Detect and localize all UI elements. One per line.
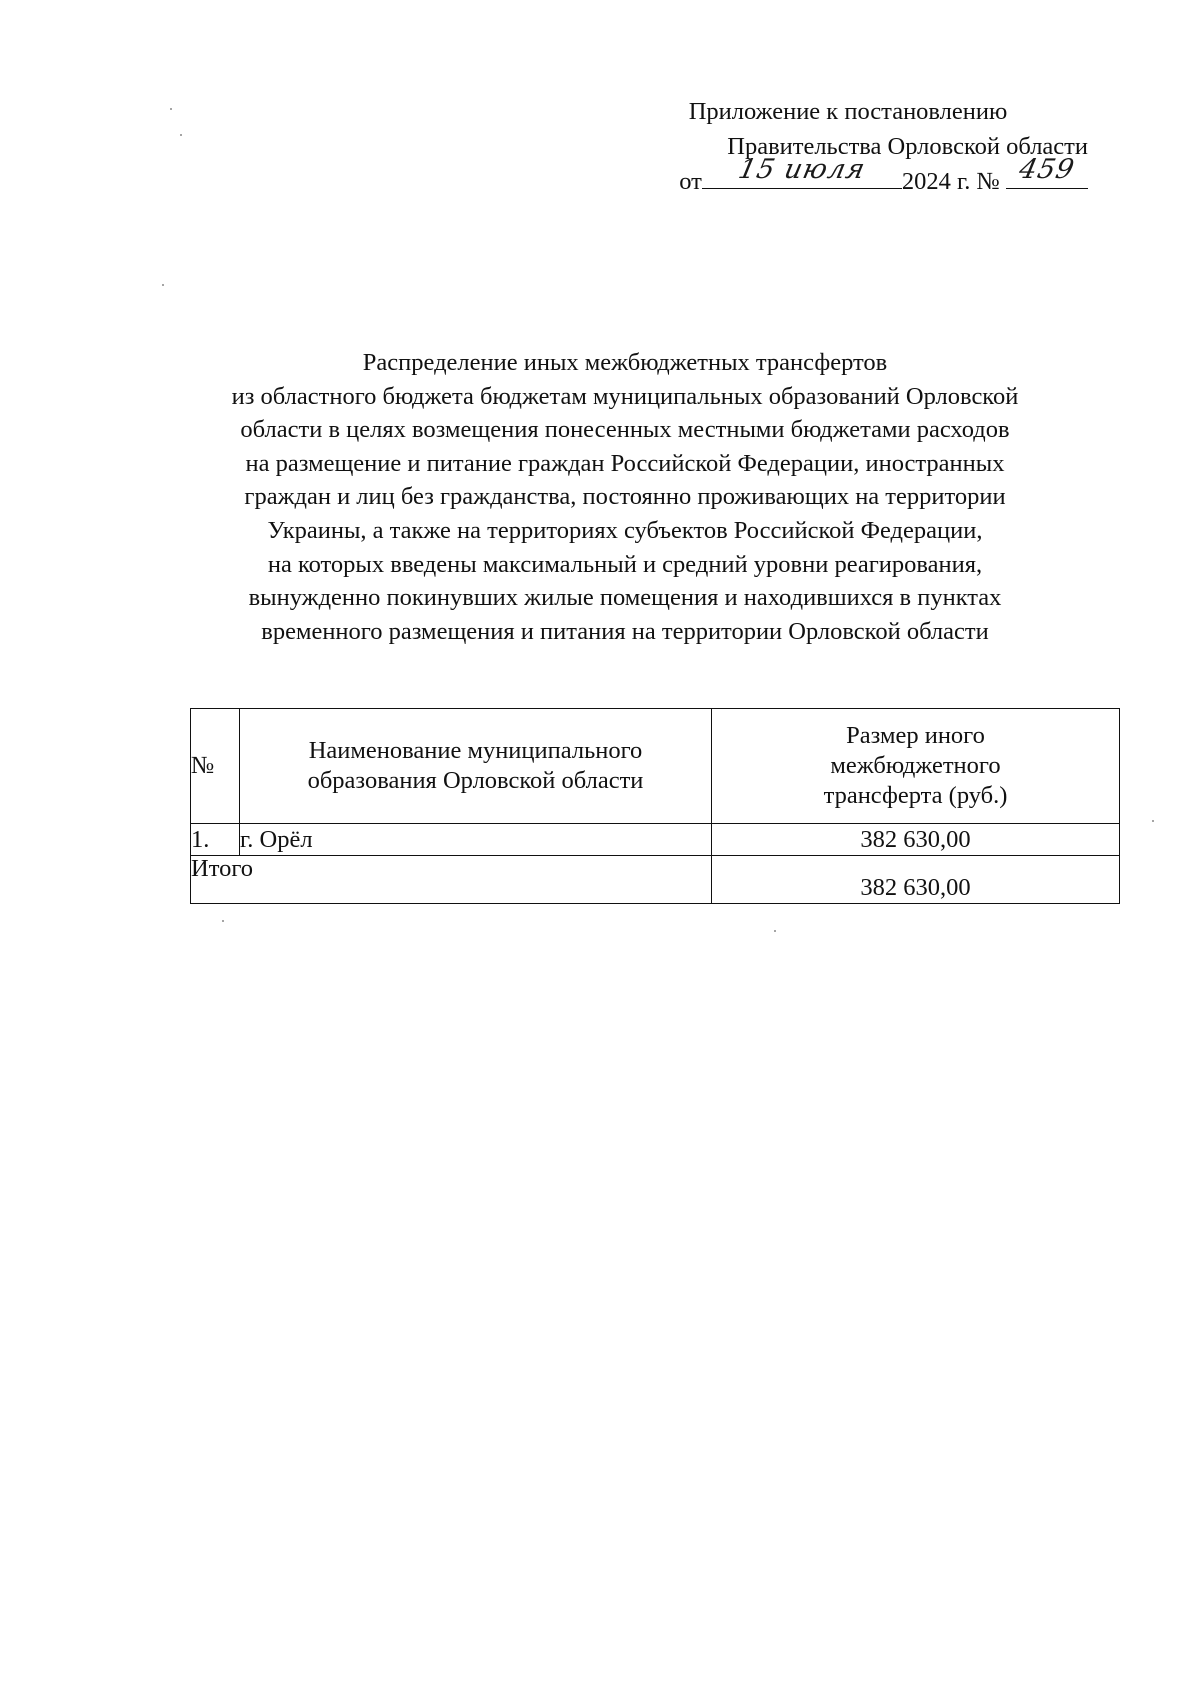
row-number: 1. — [191, 824, 240, 856]
date-prefix: от — [679, 168, 702, 195]
year-and-number-label: 2024 г. № — [901, 168, 1000, 195]
header-amount — [712, 709, 1120, 824]
scan-speck — [170, 108, 172, 110]
header-amount-line-1: Размер иного — [846, 722, 985, 749]
title-line: граждан и лиц без гражданства, постоянно проживающих на территории — [244, 483, 1006, 511]
appendix-date-line — [568, 154, 1088, 199]
table-header-row — [191, 709, 1120, 824]
number-blank — [1006, 154, 1088, 189]
header-number: № — [191, 709, 240, 824]
scan-speck — [774, 930, 776, 932]
table-total-row — [191, 856, 1120, 904]
title-line: на которых введены максимальный и средний уровни реагирования, — [267, 550, 983, 578]
header-municipality-line-1: Наименование муниципального — [308, 737, 643, 764]
row-amount: 382 630,00 — [712, 824, 1120, 856]
scan-speck — [1152, 820, 1154, 822]
title-line: из областного бюджета бюджетам муниципальных образований Орловской — [231, 382, 1019, 410]
handwritten-number: 459 — [1016, 154, 1078, 185]
handwritten-date: 15 июля — [735, 154, 869, 185]
appendix-header — [568, 94, 1088, 199]
table-row — [191, 824, 1120, 856]
row-municipality: г. Орёл — [240, 824, 712, 856]
scan-speck — [222, 920, 224, 922]
total-label: Итого — [191, 856, 712, 904]
scan-speck — [162, 284, 164, 286]
title-line: Распределение иных межбюджетных трансфертов — [362, 349, 888, 376]
header-amount-line-3: трансферта (руб.) — [823, 782, 1008, 809]
scan-speck — [180, 134, 182, 136]
total-amount: 382 630,00 — [712, 856, 1120, 904]
distribution-table — [190, 708, 1120, 904]
title-line: временного размещения и питания на территории Орловской области — [261, 617, 989, 645]
header-amount-line-2: межбюджетного — [830, 752, 1001, 779]
document-title — [150, 346, 1100, 648]
header-municipality-line-2: образования Орловской области — [307, 767, 644, 794]
title-line: вынужденно покинувших жилые помещения и находившихся в пунктах — [248, 584, 1002, 612]
appendix-line-1: Приложение к постановлению — [688, 98, 1008, 125]
header-municipality — [240, 709, 712, 824]
title-line: области в целях возмещения понесенных местными бюджетами расходов — [240, 416, 1010, 444]
appendix-line-2: Правительства Орловской области — [727, 133, 1088, 160]
date-blank — [702, 154, 902, 189]
title-line: на размещение и питание граждан Российской Федерации, иностранных — [245, 449, 1005, 477]
title-line: Украины, а также на территориях субъектов Российской Федерации, — [267, 516, 983, 544]
